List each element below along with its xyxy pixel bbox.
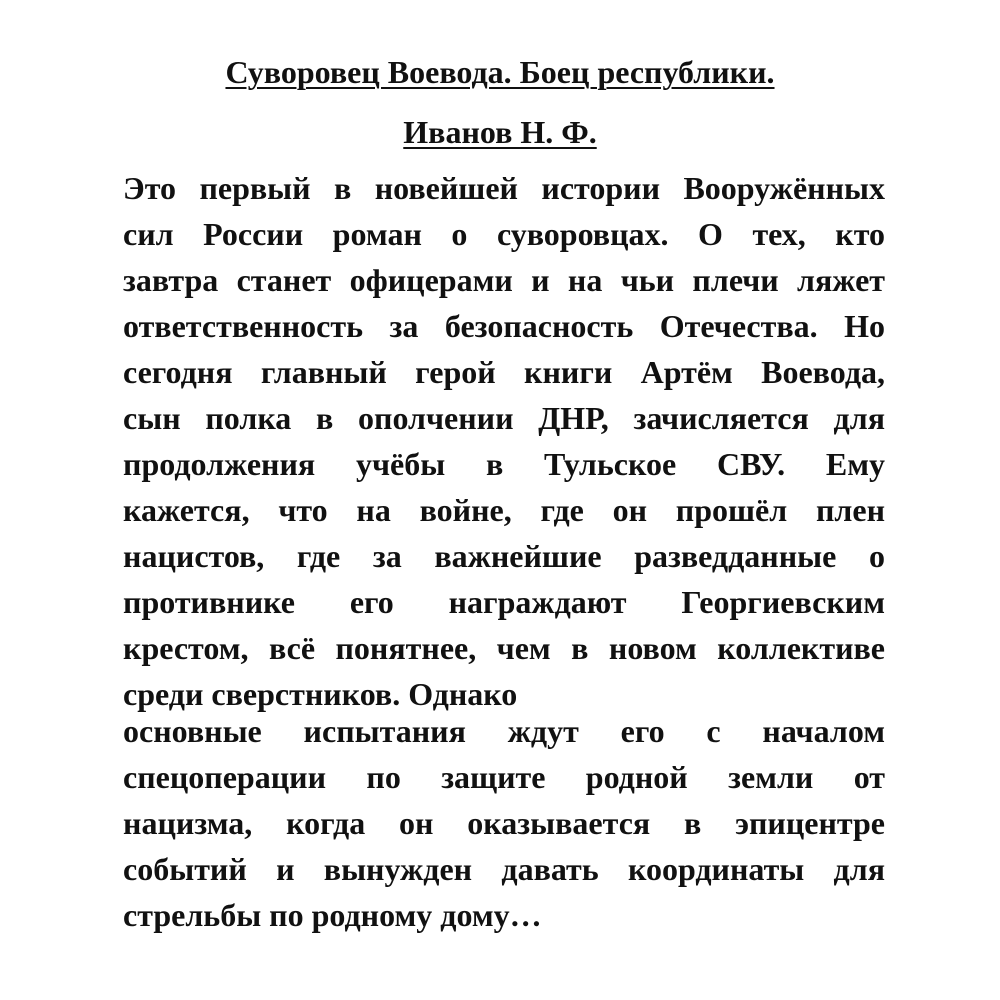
- paragraph-line: ответственность за безопасность Отечества. Но: [123, 308, 885, 344]
- paragraph-line: основные испытания ждут его с началом: [123, 713, 885, 749]
- description-paragraph-1: [123, 165, 885, 717]
- paragraph-line: продолжения учёбы в Тульское СВУ. Ему: [123, 446, 885, 482]
- description-paragraph-2: [123, 708, 885, 938]
- book-title: Суворовец Воевода. Боец республики.: [225, 54, 775, 90]
- book-author: Иванов Н. Ф.: [403, 114, 597, 150]
- paragraph-line: Это первый в новейшей истории Вооружённых: [123, 170, 885, 206]
- paragraph-line: стрельбы по родному дому…: [123, 897, 542, 933]
- paragraph-line: нацизма, когда он оказывается в эпицентре: [123, 805, 885, 841]
- paragraph-line: противнике его награждают Георгиевским: [123, 584, 885, 620]
- paragraph-line: нацистов, где за важнейшие разведданные о: [123, 538, 885, 574]
- paragraph-line: сил России роман о суворовцах. О тех, кто: [123, 216, 885, 252]
- paragraph-line: спецоперации по защите родной земли от: [123, 759, 885, 795]
- paragraph-line: среди сверстников. Однако: [123, 676, 518, 712]
- paragraph-line: завтра станет офицерами и на чьи плечи ляжет: [123, 262, 885, 298]
- paragraph-line: кажется, что на войне, где он прошёл плен: [123, 492, 885, 528]
- paragraph-line: событий и вынужден давать координаты для: [123, 851, 885, 887]
- paragraph-line: крестом, всё понятнее, чем в новом коллективе: [123, 630, 885, 666]
- paragraph-line: сын полка в ополчении ДНР, зачисляется для: [123, 400, 885, 436]
- paragraph-line: сегодня главный герой книги Артём Воевода,: [123, 354, 885, 390]
